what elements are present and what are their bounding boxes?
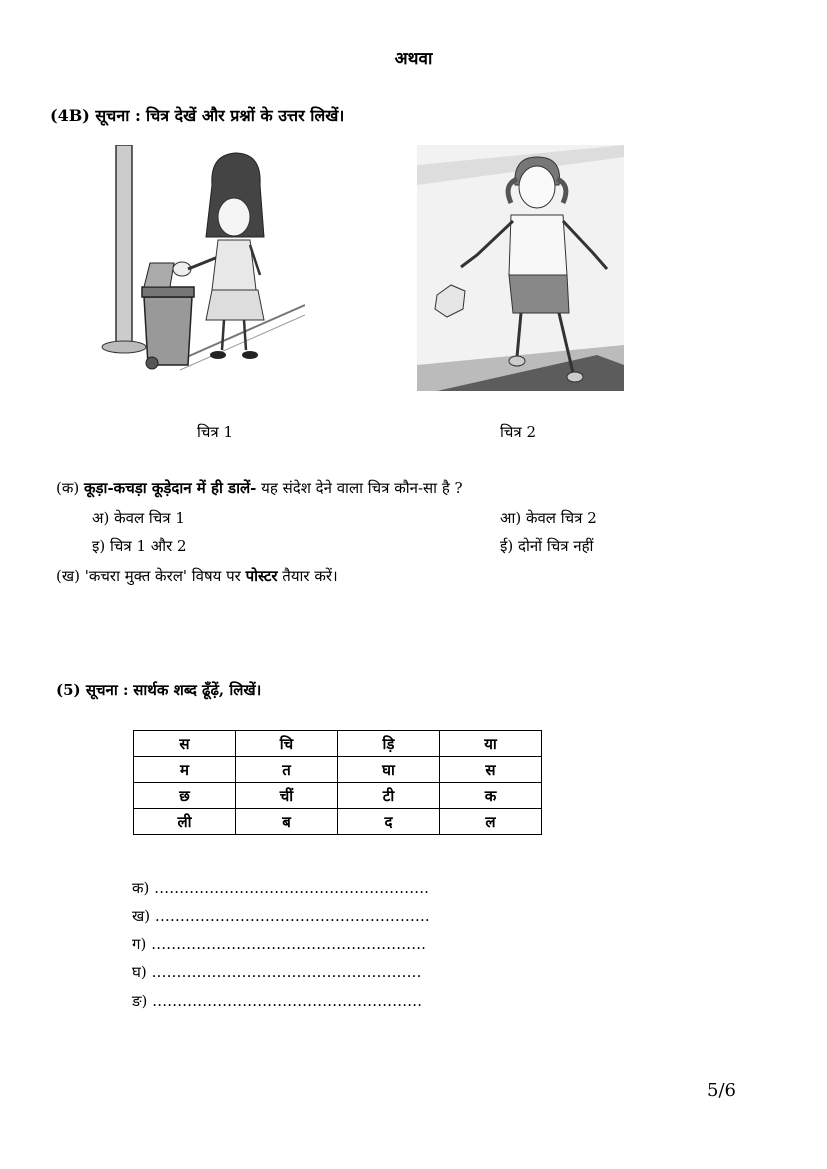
- question-message: कूड़ा-कचड़ा कूड़ेदान में ही डालें-: [84, 479, 257, 497]
- question-text-after: तैयार करें।: [282, 567, 338, 585]
- picture-1-caption: चित्र 1: [197, 423, 234, 441]
- question-kh: [56, 566, 338, 586]
- option-i: इ) चित्र 1 और 2: [92, 537, 187, 555]
- grid-cell: घा: [338, 757, 440, 783]
- grid-row: [134, 809, 542, 835]
- grid-cell: ली: [134, 809, 236, 835]
- answer-line-g: ग) ……………………………………………….: [132, 935, 426, 953]
- grid-cell: या: [440, 731, 542, 757]
- answer-line-kh: ख) ……………………………………………….: [132, 907, 430, 925]
- grid-cell: चीं: [236, 783, 338, 809]
- question-text-before: 'कचरा मुक्त केरल' विषय पर: [84, 567, 241, 585]
- grid-cell: ब: [236, 809, 338, 835]
- grid-cell: त: [236, 757, 338, 783]
- option-a: अ) केवल चित्र 1: [92, 509, 185, 527]
- grid-cell: क: [440, 783, 542, 809]
- grid-row: [134, 783, 542, 809]
- word-search-grid: [133, 730, 542, 835]
- grid-cell: स: [134, 731, 236, 757]
- grid-cell: चि: [236, 731, 338, 757]
- instruction-text: चित्र देखें और प्रश्नों के उत्तर लिखें।: [145, 106, 345, 125]
- question-5-instruction: [56, 680, 261, 700]
- picture-2-girl-littering: [417, 145, 624, 391]
- grid-cell: ल: [440, 809, 542, 835]
- grid-row: [134, 731, 542, 757]
- question-number: (5) सूचना :: [56, 681, 129, 699]
- page-number: 5/6: [707, 1080, 736, 1101]
- question-number: (4B) सूचना :: [50, 106, 141, 125]
- answer-line-gh: घ) ………………………………………………: [132, 963, 422, 981]
- grid-row: [134, 757, 542, 783]
- question-k: [56, 478, 463, 498]
- picture-1-girl-using-dustbin: [100, 145, 305, 385]
- instruction-text: सार्थक शब्द ढूँढ़ें, लिखें।: [133, 681, 262, 699]
- question-4b-instruction: [50, 104, 344, 126]
- page-heading: अथवा: [394, 49, 433, 69]
- grid-cell: म: [134, 757, 236, 783]
- grid-cell: छ: [134, 783, 236, 809]
- question-text: यह संदेश देने वाला चित्र कौन-सा है ?: [261, 479, 463, 497]
- answer-line-k: क) ……………………………………………….: [132, 879, 429, 897]
- picture-2-caption: चित्र 2: [500, 423, 537, 441]
- option-aa: आ) केवल चित्र 2: [500, 509, 597, 527]
- option-ii: ई) दोनों चित्र नहीं: [500, 537, 594, 555]
- question-label: (क): [56, 479, 80, 497]
- grid-cell: द: [338, 809, 440, 835]
- question-bold-word: पोस्टर: [245, 567, 278, 585]
- grid-cell: स: [440, 757, 542, 783]
- grid-cell: टी: [338, 783, 440, 809]
- grid-cell: ड़ि: [338, 731, 440, 757]
- question-label: (ख): [56, 567, 80, 585]
- answer-line-ng: ङ) ………………………………………………: [132, 992, 423, 1010]
